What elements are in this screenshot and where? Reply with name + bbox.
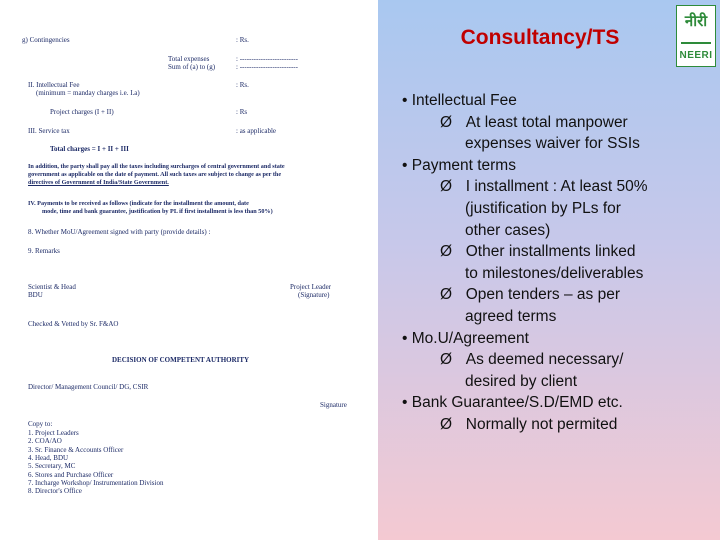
logo-text: NEERI <box>679 50 713 61</box>
intellectual-fee-amount: : Rs. <box>236 81 249 89</box>
arrow-bullet-icon: Ø <box>440 243 453 261</box>
sub-bullet-item <box>440 414 617 436</box>
contingencies-label: g) Contingencies <box>22 36 70 44</box>
arrow-bullet-icon: Ø <box>440 351 453 369</box>
arrow-bullet-icon: Ø <box>440 178 453 196</box>
arrow-bullet-icon: Ø <box>440 286 453 304</box>
taxes-paragraph-line-2: government as applicable on the date of payment. All such taxes are subject to change as per the <box>28 171 282 178</box>
arrow-bullet-icon: Ø <box>440 416 453 433</box>
bullet-text: Payment terms <box>411 156 516 174</box>
sub-bullet-continuation <box>465 198 621 220</box>
bullet-text: expenses waiver for SSIs <box>465 135 640 153</box>
intellectual-fee-sub: (minimum = manday charges i.e. I.a) <box>36 89 140 97</box>
sub-bullet-continuation <box>465 306 556 328</box>
copy-list-item: 8. Director's Office <box>28 487 82 496</box>
project-charges-label: Project charges (I + II) <box>50 108 114 116</box>
signature-label: Signature <box>320 401 347 409</box>
contingencies-amount: : Rs. <box>236 36 249 44</box>
slide-title: Consultancy/TS <box>460 26 620 49</box>
scientist-head-unit: BDU <box>28 291 43 299</box>
arrow-bullet-icon: Ø <box>440 113 453 131</box>
decision-heading: DECISION OF COMPETENT AUTHORITY <box>112 356 250 364</box>
bullet-text: I installment : At least 50% <box>465 178 648 196</box>
bullet-icon: • <box>402 156 412 174</box>
bullet-icon: • <box>402 394 412 412</box>
logo-divider <box>681 42 711 44</box>
total-expenses-label: Total expenses <box>168 55 210 63</box>
project-leader-label: Project Leader <box>290 283 332 291</box>
bullet-text: At least total manpower <box>465 113 628 131</box>
sub-bullet-continuation <box>465 133 640 155</box>
bullet-item <box>402 328 529 350</box>
bullet-icon: • <box>402 329 412 347</box>
sub-bullet-item <box>440 241 635 263</box>
service-tax-label: III. Service tax <box>28 127 70 135</box>
copy-list-item: 4. Head, BDU <box>28 453 69 462</box>
checked-vetted-label: Checked & Vetted by Sr. F&AO <box>28 320 119 328</box>
total-charges-label: Total charges = I + II + III <box>50 145 129 153</box>
bullet-text: (justification by PLs for <box>465 200 621 217</box>
bullet-item <box>402 90 517 112</box>
sum-value: : ------------------------- <box>236 63 298 71</box>
copy-to-label: Copy to: <box>28 420 53 428</box>
bullet-item <box>402 392 623 414</box>
sub-bullet-item <box>440 176 648 198</box>
sub-bullet-item <box>440 349 623 371</box>
service-tax-value: : as applicable <box>236 127 277 135</box>
sub-bullet-item <box>440 112 628 134</box>
taxes-paragraph-line-1: In addition, the party shall pay all the taxes including surcharges of central government and state <box>28 163 285 170</box>
sub-bullet-continuation <box>465 220 550 242</box>
remarks-label: 9. Remarks <box>28 247 60 255</box>
bullet-text: Bank Guarantee/S.D/EMD etc. <box>411 394 623 412</box>
bullet-text: Open tenders – as per <box>465 286 620 304</box>
bullet-text: Normally not permited <box>465 416 618 433</box>
project-charges-amount: : Rs <box>236 108 248 116</box>
copy-list-item: 3. Sr. Finance & Accounts Officer <box>28 445 124 454</box>
bullet-text: Other installments linked <box>465 243 636 261</box>
payments-line-2: mode, time and bank guarantee, justification by PL if first installment is less than 50%) <box>42 208 273 215</box>
bullet-text: to milestones/deliverables <box>465 264 644 282</box>
taxes-paragraph-line-3: directives of Government of India/State Government. <box>28 179 169 186</box>
director-label: Director/ Management Council/ DG, CSIR <box>28 383 149 391</box>
copy-list-item: 2. COA/AO <box>28 437 62 446</box>
sub-bullet-continuation <box>465 263 643 285</box>
project-leader-signature: (Signature) <box>298 291 330 299</box>
logo-hindi-text: नीरी <box>684 13 708 30</box>
total-expenses-value: : ------------------------- <box>236 55 298 63</box>
bullet-icon: • <box>402 92 412 109</box>
sum-label: Sum of (a) to (g) <box>168 63 216 71</box>
bullet-text: other cases) <box>465 221 551 239</box>
mou-question: 8. Whether MoU/Agreement signed with party (provide details) : <box>28 228 211 236</box>
copy-list-item: 7. Incharge Workshop/ Instrumentation Division <box>28 478 164 487</box>
bullet-text: desired by client <box>465 372 578 390</box>
scientist-head-label: Scientist & Head <box>28 283 76 291</box>
copy-list-item: 6. Stores and Purchase Officer <box>28 470 114 479</box>
bullet-text: Mo.U/Agreement <box>411 329 529 347</box>
sub-bullet-item <box>440 284 620 306</box>
copy-list-item: 1. Project Leaders <box>28 429 79 437</box>
intellectual-fee-label: II. Intellectual Fee <box>28 81 80 89</box>
bullet-text: agreed terms <box>465 308 557 325</box>
copy-list-item: 5. Secretary, MC <box>28 462 76 471</box>
bullet-text: Intellectual Fee <box>411 92 517 109</box>
sub-bullet-continuation <box>465 371 577 393</box>
neeri-logo <box>676 5 716 67</box>
payments-line-1: IV. Payments to be received as follows (indicate for the installment the amount, date <box>28 200 249 207</box>
bullet-item <box>402 155 516 177</box>
bullet-text: As deemed necessary/ <box>465 351 624 369</box>
